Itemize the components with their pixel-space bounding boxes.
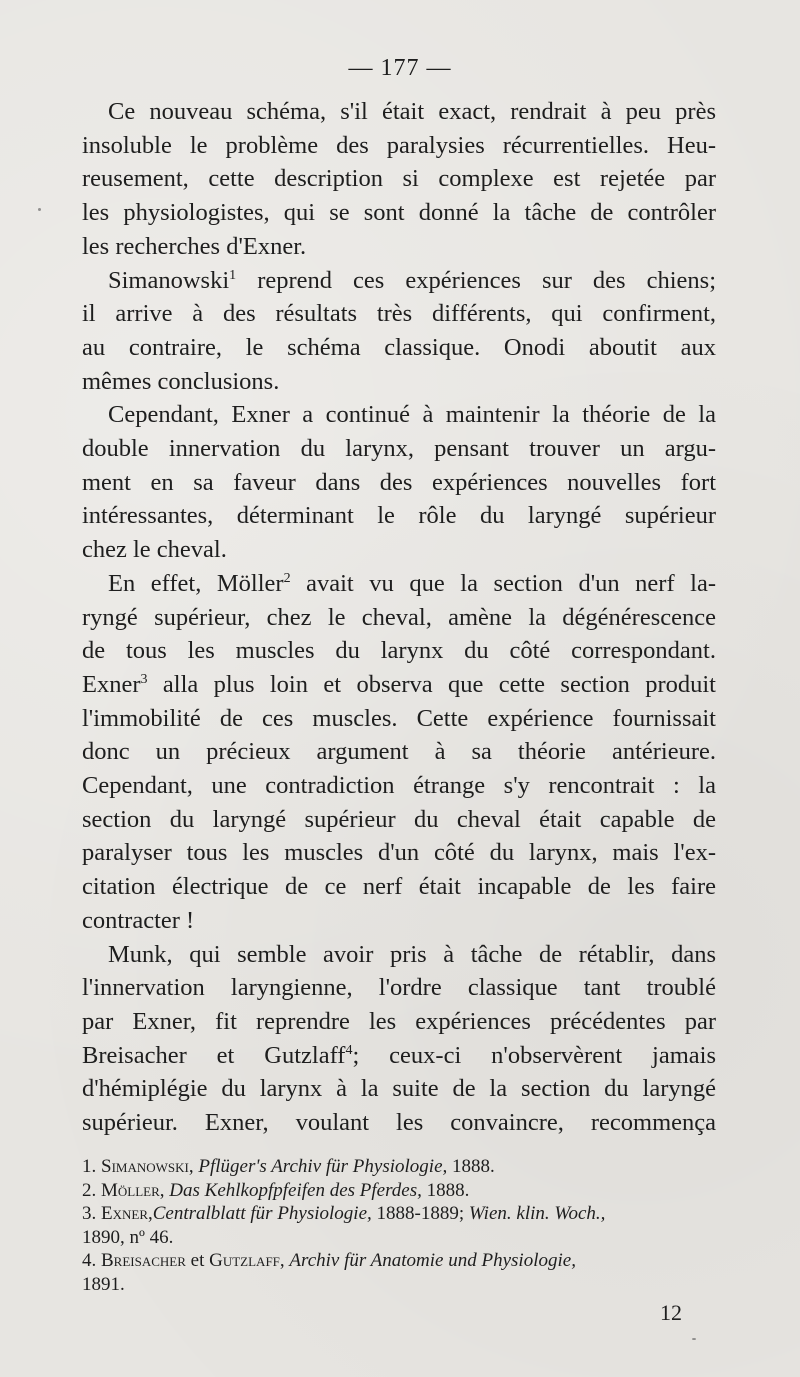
paragraph-3: [82, 398, 716, 567]
text-fragment: Breisacher et Gutzlaff: [82, 1041, 346, 1069]
text-line: insoluble le problème des paralysies récurrentielles. Heu-: [82, 131, 716, 159]
footnote-ref: 3: [140, 671, 148, 687]
body-text: [82, 95, 716, 1140]
text-line: [82, 264, 716, 298]
footnote-author: Möller,: [101, 1179, 165, 1201]
footnote-author-2: Gutzlaff,: [209, 1250, 285, 1271]
paragraph-5: [82, 938, 716, 1140]
footnote-work: Archiv für Anatomie und Physiologie,: [289, 1250, 576, 1271]
text-line: paralyser tous les muscles d'un côté du larynx, mais l'ex-: [82, 839, 716, 867]
text-line: par Exner, fit reprendre les expériences précédentes par: [82, 1007, 716, 1035]
footnote-number: 3.: [82, 1203, 97, 1224]
text-line: au contraire, le schéma classique. Onodi aboutit aux: [82, 333, 716, 361]
text-line: intéressantes, déterminant le rôle du laryngé supérieur: [82, 502, 716, 530]
text-line: Ce nouveau schéma, s'il était exact, rendrait à peu près: [108, 98, 716, 125]
footnote-number: 1.: [82, 1156, 97, 1177]
text-line: donc un précieux argument à sa théorie antérieure.: [82, 738, 716, 766]
footnote-ref: 4: [345, 1042, 353, 1058]
paragraph-1: [82, 95, 716, 264]
text-line: supérieur. Exner, voulant les convaincre, recommença: [82, 1109, 716, 1137]
text-line: reusement, cette description si complexe est rejetée par: [82, 165, 716, 193]
footnote-work: Pflüger's Archiv für Physiologie,: [198, 1156, 448, 1177]
text-line: contracter !: [82, 906, 195, 934]
text-line: [82, 1039, 716, 1073]
text-line: mêmes conclusions.: [82, 367, 280, 395]
footnote-1: [82, 1155, 722, 1179]
text-line: double innervation du larynx, pensant trouver un argu-: [82, 435, 716, 463]
page-number-header: — 177 —: [348, 55, 452, 81]
footnote-4-continuation: 1891.: [82, 1273, 125, 1295]
paper-speck: [38, 208, 41, 211]
footnote-number: 4.: [82, 1250, 97, 1271]
footnote-3: [82, 1202, 722, 1226]
text-line: l'immobilité de ces muscles. Cette expérience fournissait: [82, 704, 716, 732]
text-line: les recherches d'Exner.: [82, 232, 307, 260]
text-line: il arrive à des résultats très différents, qui confirment,: [82, 300, 716, 328]
text-fragment: alla plus loin et observa que cette section produit: [162, 670, 716, 698]
text-line: ryngé supérieur, chez le cheval, amène la dégénérescence: [82, 603, 716, 631]
footnote-4: [82, 1249, 722, 1273]
footnote-rest: 1888.: [452, 1156, 495, 1177]
footnote-rest: 1888.: [426, 1179, 470, 1201]
text-fragment: avait vu que la section d'un nerf la-: [306, 569, 717, 597]
text-line: section du laryngé supérieur du cheval était capable de: [82, 805, 716, 833]
text-line: [82, 567, 716, 601]
text-line: Munk, qui semble avoir pris à tâche de rétablir, dans: [108, 940, 716, 968]
text-line: d'hémiplégie du larynx à la suite de la section du laryngé: [82, 1075, 716, 1103]
text-line: Cependant, Exner a continué à maintenir la théorie de la: [108, 401, 716, 429]
footnote-work: Das Kehlkopfpfeifen des Pferdes,: [169, 1179, 422, 1201]
signature-mark: 12: [660, 1300, 682, 1325]
footnote-number: 2.: [82, 1179, 97, 1201]
text-fragment: En effet, Möller: [108, 569, 284, 597]
text-line: l'innervation laryngienne, l'ordre classique tant troublé: [82, 974, 716, 1002]
text-line: ment en sa faveur dans des expériences nouvelles fort: [82, 468, 716, 496]
paragraph-4: [82, 567, 716, 938]
footnote-ref: 1: [229, 267, 237, 283]
footnote-ref: 2: [283, 570, 291, 586]
text-fragment: ; ceux-ci n'observèrent jamais: [352, 1041, 717, 1069]
text-line: [82, 668, 716, 702]
paper-speck: [692, 1338, 696, 1340]
footnote-author: Breisacher: [101, 1250, 186, 1271]
text-fragment: reprend ces expériences sur des chiens;: [257, 266, 717, 294]
footnote-work-2: Wien. klin. Woch.,: [468, 1203, 606, 1224]
text-line: citation électrique de ce nerf était incapable de les faire: [82, 873, 716, 901]
footnote-rest: 1888-1889;: [376, 1203, 465, 1224]
footnote-author: Exner,: [101, 1203, 153, 1224]
author-name: Simanowski: [108, 266, 230, 294]
footnote-author: Simanowski,: [101, 1156, 194, 1177]
footnote-mid: et: [190, 1250, 205, 1271]
footnote-2: [82, 1179, 722, 1203]
text-line: chez le cheval.: [82, 536, 227, 564]
footnote-3-continuation: 1890, nº 46.: [82, 1226, 174, 1248]
text-fragment: Exner: [82, 670, 141, 698]
footnote-work: Centralblatt für Physiologie,: [152, 1203, 372, 1224]
paragraph-2: [82, 264, 716, 399]
text-line: les physiologistes, qui se sont donné la tâche de contrôler: [82, 199, 716, 227]
footnotes: [82, 1155, 722, 1296]
text-line: Cependant, une contradiction étrange s'y rencontrait : la: [82, 772, 716, 800]
text-line: de tous les muscles du larynx du côté correspondant.: [82, 637, 716, 665]
